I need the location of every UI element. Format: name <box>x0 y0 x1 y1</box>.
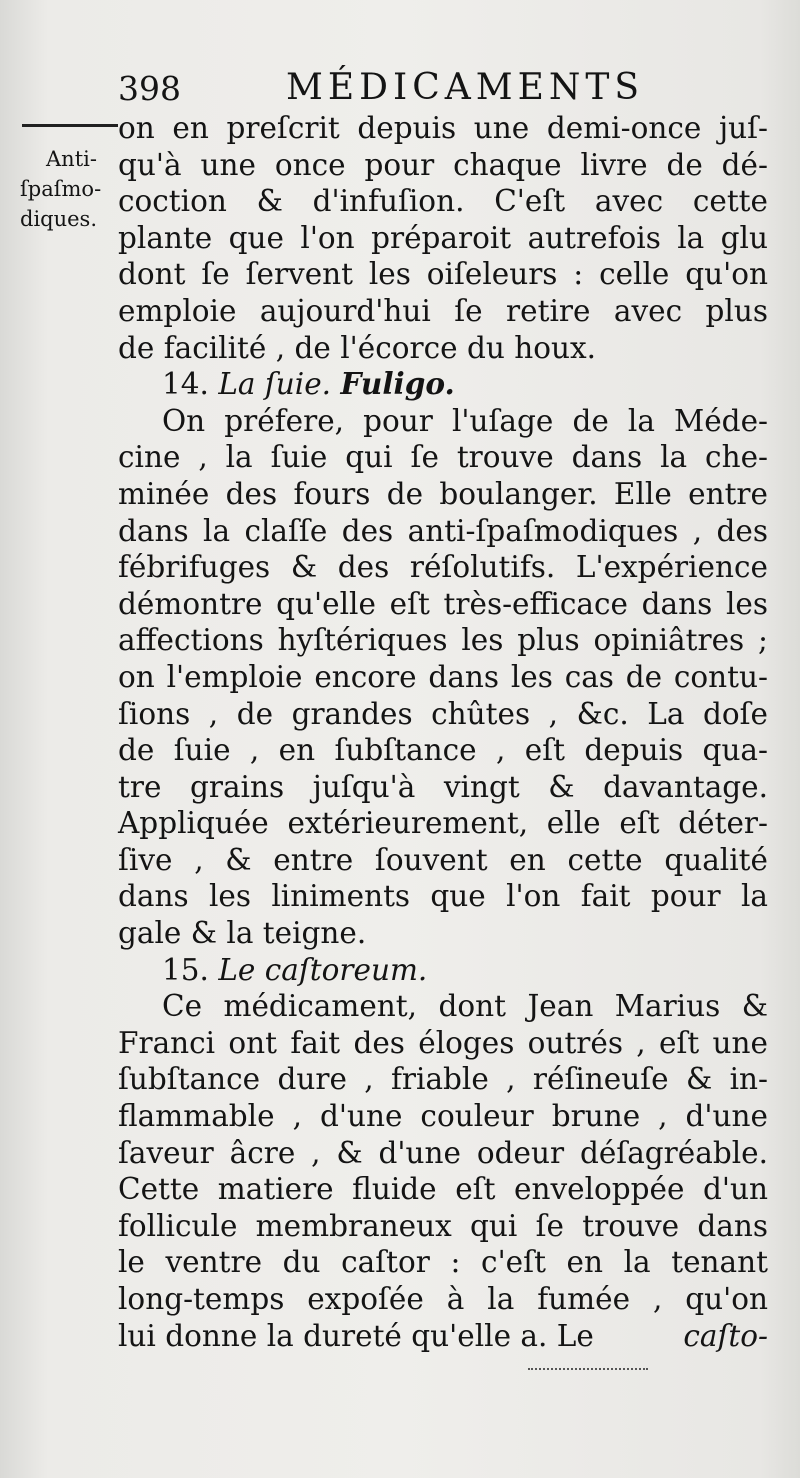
text-line: tre grains juſqu'à vingt & davantage. <box>118 769 768 804</box>
text-line: fébrifuges & des réſolutifs. L'expérience <box>118 550 768 585</box>
margin-note <box>20 144 108 234</box>
text-line: de facilité , de l'écorce du houx. <box>118 330 596 365</box>
section-number: 15. <box>162 952 209 987</box>
text-line: ſions , de grandes chûtes , &c. La doſe <box>118 696 768 731</box>
text-line: qu'à une once pour chaque livre de dé- <box>118 147 768 182</box>
text-line: le ventre du caſtor : c'eſt en la tenant <box>118 1245 768 1280</box>
text-line: ſive , & entre ſouvent en cette qualité <box>118 842 768 877</box>
text-line-last <box>118 1318 768 1355</box>
text-line: dont ſe ſervent les oiſeleurs : celle qu'on <box>118 257 768 292</box>
margin-note-line: diques. <box>20 207 98 231</box>
footer-mark <box>528 1368 648 1372</box>
section-title: Le caſtoreum. <box>218 952 428 987</box>
text-line: de ſuie , en ſubſtance , eſt depuis qua- <box>118 733 768 768</box>
text-line: cine , la ſuie qui ſe trouve dans la che- <box>118 440 768 475</box>
margin-note-line: ſpaſmo- <box>20 177 102 201</box>
text-line: coction & d'infuſion. C'eſt avec cette <box>118 184 768 219</box>
text-line: Cette matiere fluide eſt enveloppée d'un <box>118 1172 768 1207</box>
text-line: flammable , d'une couleur brune , d'une <box>118 1099 768 1134</box>
page-number: 398 <box>118 69 181 108</box>
catchword: caſto- <box>683 1318 768 1353</box>
margin-rule <box>22 124 118 127</box>
text-line: gale & la teigne. <box>118 916 367 951</box>
text-line: démontre qu'elle eſt très-efficace dans les <box>118 586 768 621</box>
text-line: dans les liniments que l'on fait pour la <box>118 879 768 914</box>
text-line: plante que l'on préparoit autrefois la glu <box>118 220 768 255</box>
text-line: ſubſtance dure , friable , réſineuſe & in- <box>118 1062 768 1097</box>
section-title: La ſuie. <box>218 367 332 402</box>
text-line: dans la claſſe des anti-ſpaſmodiques , des <box>118 513 768 548</box>
text-line: Franci ont fait des éloges outrés , eſt une <box>118 1025 768 1060</box>
text-line: emploie aujourd'hui ſe retire avec plus <box>118 293 768 328</box>
text-line: follicule membraneux qui ſe trouve dans <box>118 1208 768 1243</box>
text-line: on en preſcrit depuis une demi-once juſ- <box>118 111 768 145</box>
text-line: affections hyſtériques les plus opiniâtres ; <box>118 623 768 658</box>
running-title: MÉDICAMENTS <box>286 67 645 108</box>
margin-note-line: Anti- <box>46 147 97 171</box>
text-line: lui donne la dureté qu'elle a. Le <box>118 1318 594 1353</box>
section-latin-name: Fuligo. <box>340 366 455 402</box>
text-line: minée des fours de boulanger. Elle entre <box>118 476 768 511</box>
text-line: on l'emploie encore dans les cas de contu- <box>118 659 768 694</box>
body-text <box>118 110 768 1354</box>
section-heading-15 <box>118 952 768 989</box>
text-line: long-temps expoſée à la fumée , qu'on <box>118 1282 768 1316</box>
section-number: 14. <box>162 367 209 402</box>
text-line: Appliquée extérieurement, elle eſt déter- <box>118 806 768 841</box>
page-header <box>118 66 758 116</box>
text-line: On préfere, pour l'uſage de la Méde- <box>162 403 768 438</box>
text-line: Ce médicament, dont Jean Marius & <box>162 989 768 1024</box>
text-line: ſaveur âcre , & d'une odeur déſagréable. <box>118 1135 768 1170</box>
section-heading-14 <box>118 366 768 403</box>
